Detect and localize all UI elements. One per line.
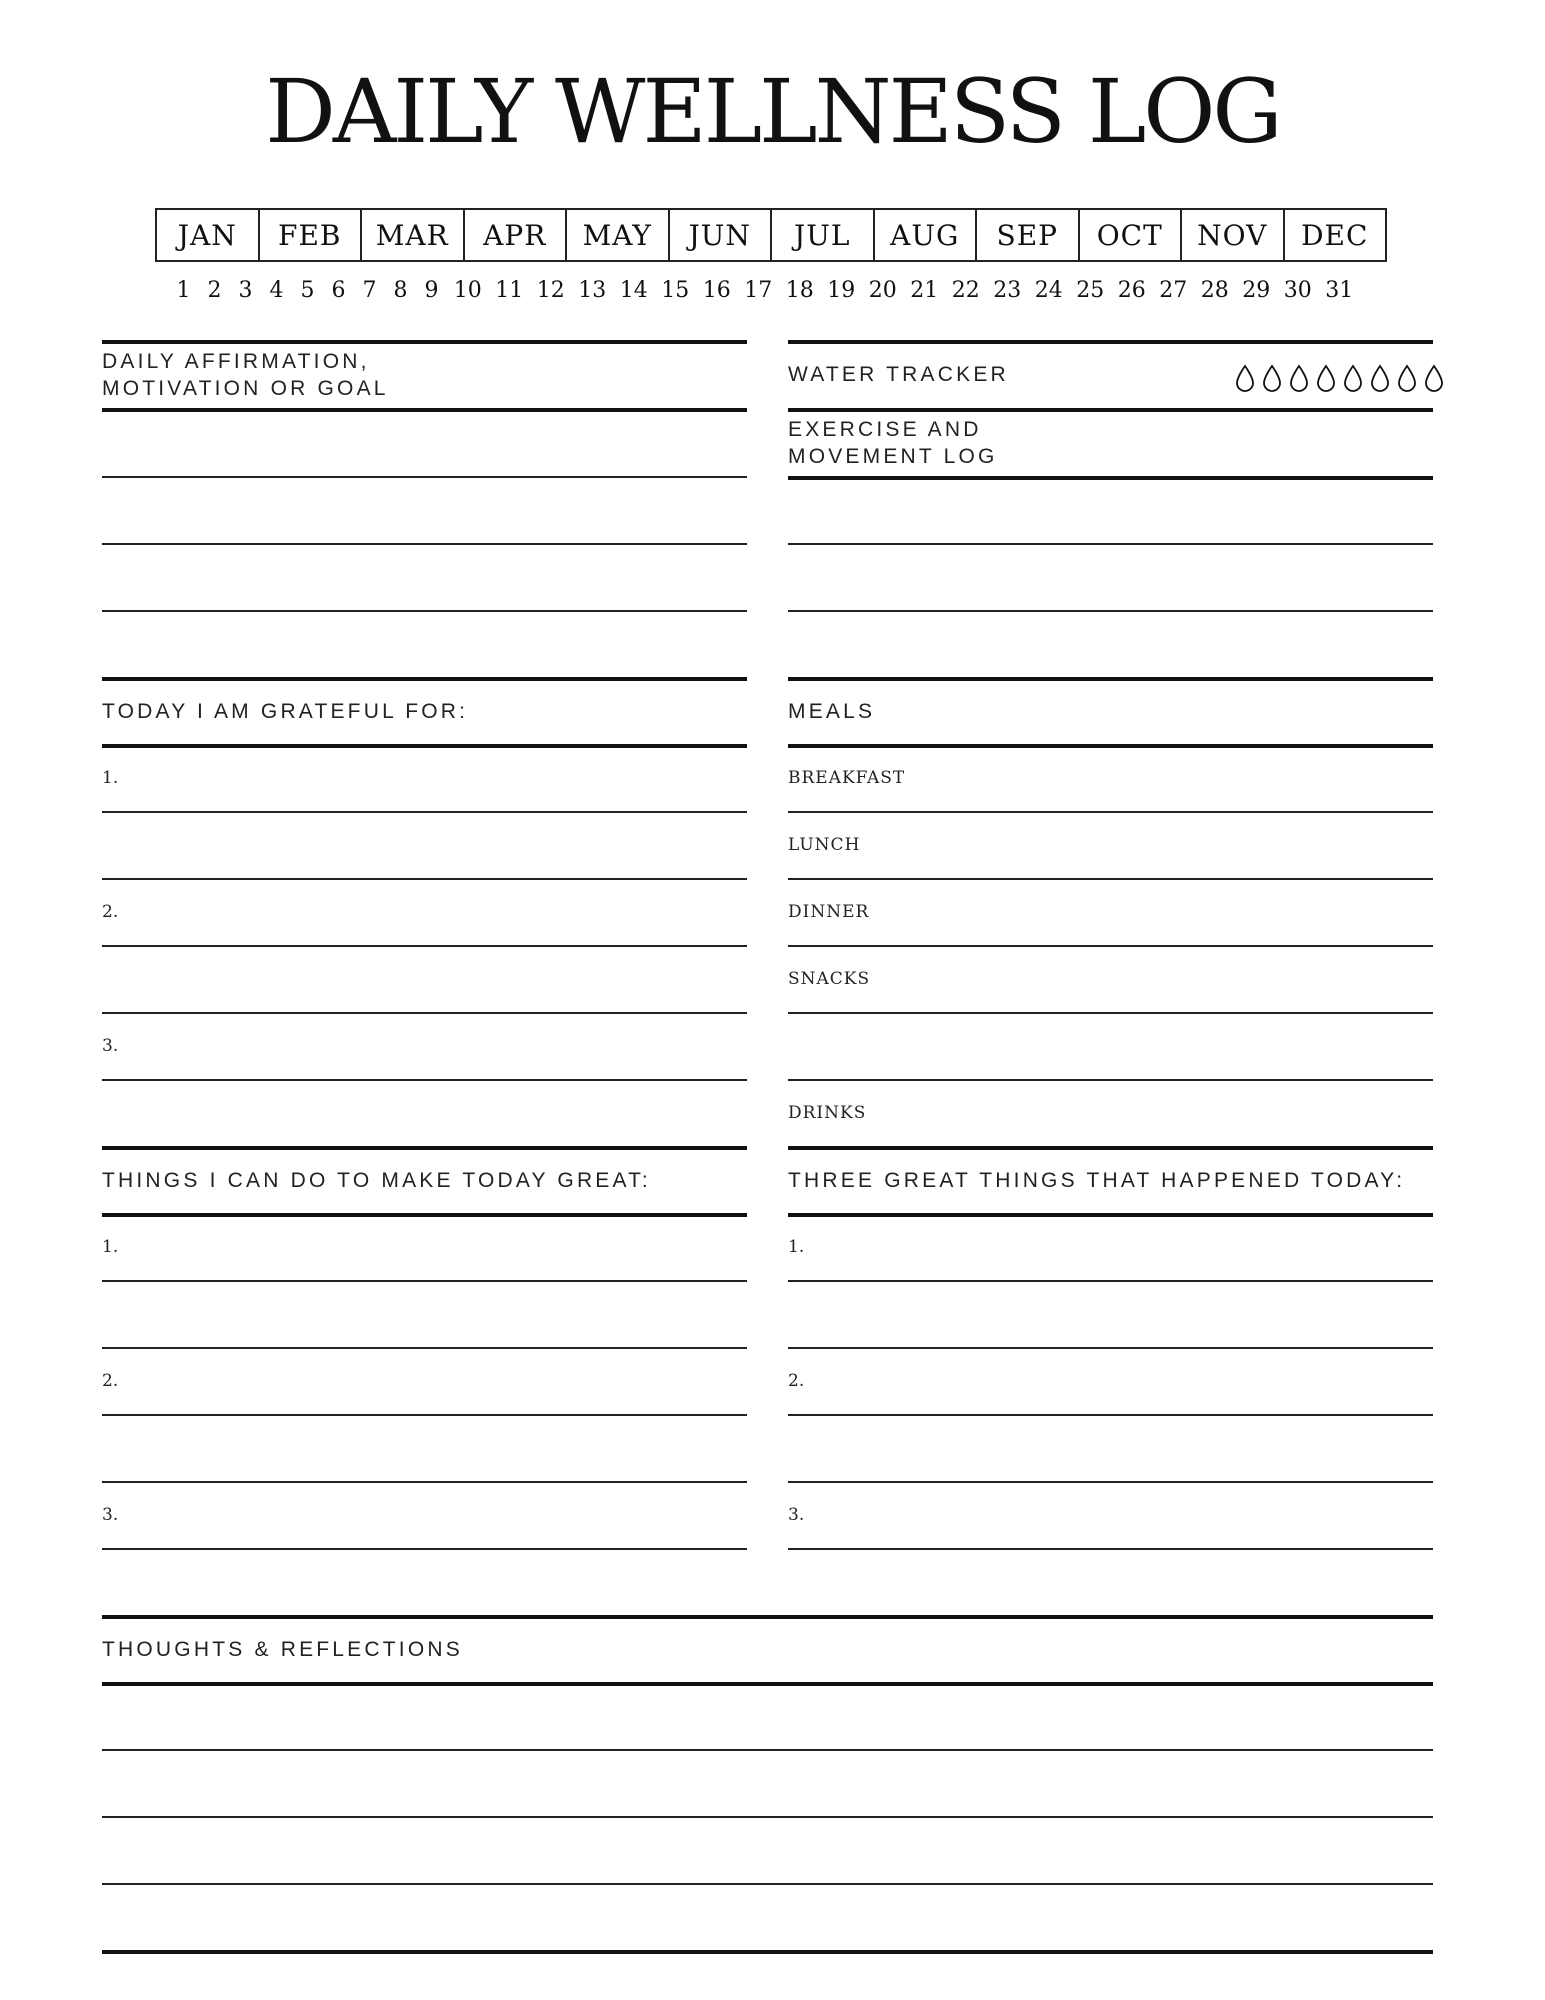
writing-line[interactable]: [788, 878, 1433, 880]
writing-line[interactable]: [102, 1414, 747, 1416]
day-20[interactable]: 20: [868, 278, 897, 303]
writing-line[interactable]: [788, 543, 1433, 545]
day-7[interactable]: 7: [362, 278, 377, 303]
writing-line[interactable]: [102, 610, 747, 612]
day-28[interactable]: 28: [1200, 278, 1229, 303]
day-12[interactable]: 12: [536, 278, 565, 303]
day-6[interactable]: 6: [331, 278, 346, 303]
water-drops: [1234, 364, 1445, 392]
day-5[interactable]: 5: [300, 278, 315, 303]
day-26[interactable]: 26: [1117, 278, 1146, 303]
month-dec[interactable]: DEC: [1283, 210, 1386, 260]
day-18[interactable]: 18: [785, 278, 814, 303]
divider: [102, 744, 747, 748]
day-1[interactable]: 1: [176, 278, 191, 303]
water-tracker-heading: WATER TRACKER: [788, 363, 1009, 386]
writing-line[interactable]: [102, 1749, 1433, 1751]
day-21[interactable]: 21: [910, 278, 939, 303]
divider: [102, 340, 747, 344]
water-drop-icon[interactable]: [1423, 364, 1445, 392]
affirmation-heading-line2: MOTIVATION OR GOAL: [102, 377, 389, 400]
grateful-item-1-number: 1.: [102, 768, 119, 788]
divider: [788, 408, 1433, 412]
writing-line[interactable]: [102, 1079, 747, 1081]
day-24[interactable]: 24: [1034, 278, 1063, 303]
water-drop-icon[interactable]: [1342, 364, 1364, 392]
affirmation-heading-line1: DAILY AFFIRMATION,: [102, 350, 370, 373]
drinks-label: DRINKS: [788, 1103, 867, 1123]
month-aug[interactable]: AUG: [873, 210, 976, 260]
month-mar[interactable]: MAR: [360, 210, 463, 260]
writing-line[interactable]: [102, 476, 747, 478]
month-oct[interactable]: OCT: [1078, 210, 1181, 260]
divider: [788, 677, 1433, 681]
month-jan[interactable]: JAN: [177, 218, 237, 252]
water-drop-icon[interactable]: [1288, 364, 1310, 392]
divider: [102, 1682, 1433, 1686]
day-19[interactable]: 19: [827, 278, 856, 303]
make-great-item-2-number: 2.: [102, 1371, 119, 1391]
make-great-item-1-number: 1.: [102, 1237, 119, 1257]
water-drop-icon[interactable]: [1369, 364, 1391, 392]
snacks-label: SNACKS: [788, 969, 871, 989]
affirmation-heading: [102, 348, 389, 402]
day-3[interactable]: 3: [238, 278, 253, 303]
writing-line[interactable]: [788, 1079, 1433, 1081]
water-drop-icon[interactable]: [1261, 364, 1283, 392]
writing-line[interactable]: [788, 945, 1433, 947]
month-apr[interactable]: APR: [463, 210, 566, 260]
writing-line[interactable]: [102, 1816, 1433, 1818]
writing-line[interactable]: [102, 1347, 747, 1349]
writing-line[interactable]: [788, 610, 1433, 612]
exercise-heading-line2: MOVEMENT LOG: [788, 445, 998, 468]
day-14[interactable]: 14: [619, 278, 648, 303]
writing-line[interactable]: [102, 1548, 747, 1550]
writing-line[interactable]: [102, 1481, 747, 1483]
water-drop-icon[interactable]: [1234, 364, 1256, 392]
writing-line[interactable]: [788, 1012, 1433, 1014]
grateful-item-3-number: 3.: [102, 1036, 119, 1056]
day-31[interactable]: 31: [1325, 278, 1354, 303]
day-9[interactable]: 9: [424, 278, 439, 303]
divider: [788, 340, 1433, 344]
writing-line[interactable]: [102, 878, 747, 880]
month-may[interactable]: MAY: [565, 210, 668, 260]
day-selector: [168, 278, 1388, 303]
day-25[interactable]: 25: [1076, 278, 1105, 303]
month-sep[interactable]: SEP: [975, 210, 1078, 260]
month-nov[interactable]: NOV: [1180, 210, 1283, 260]
writing-line[interactable]: [102, 1883, 1433, 1885]
writing-line[interactable]: [788, 1347, 1433, 1349]
breakfast-label: BREAKFAST: [788, 768, 906, 788]
exercise-heading-line1: EXERCISE AND: [788, 418, 982, 441]
day-13[interactable]: 13: [578, 278, 607, 303]
meals-heading: MEALS: [788, 700, 876, 723]
divider: [788, 1213, 1433, 1217]
day-22[interactable]: 22: [951, 278, 980, 303]
make-great-item-3-number: 3.: [102, 1505, 119, 1525]
day-11[interactable]: 11: [495, 278, 524, 303]
three-great-item-2-number: 2.: [788, 1371, 805, 1391]
day-2[interactable]: 2: [207, 278, 222, 303]
dinner-label: DINNER: [788, 902, 870, 922]
month-jul[interactable]: JUL: [770, 210, 873, 260]
divider: [102, 1950, 1433, 1954]
day-29[interactable]: 29: [1242, 278, 1271, 303]
writing-line[interactable]: [102, 1012, 747, 1014]
three-great-item-3-number: 3.: [788, 1505, 805, 1525]
grateful-item-2-number: 2.: [102, 902, 119, 922]
divider: [102, 677, 747, 681]
writing-line[interactable]: [788, 1280, 1433, 1282]
exercise-heading: [788, 416, 998, 470]
divider: [788, 1146, 1433, 1150]
day-15[interactable]: 15: [661, 278, 690, 303]
water-drop-icon[interactable]: [1396, 364, 1418, 392]
day-27[interactable]: 27: [1159, 278, 1188, 303]
writing-line[interactable]: [788, 811, 1433, 813]
writing-line[interactable]: [102, 811, 747, 813]
three-great-item-1-number: 1.: [788, 1237, 805, 1257]
page-title: DAILY WELLNESS LOG: [265, 60, 1280, 163]
day-4[interactable]: 4: [269, 278, 284, 303]
make-today-great-heading: THINGS I CAN DO TO MAKE TODAY GREAT:: [102, 1169, 651, 1192]
writing-line[interactable]: [788, 1481, 1433, 1483]
grateful-heading: TODAY I AM GRATEFUL FOR:: [102, 700, 469, 723]
divider: [788, 476, 1433, 480]
divider: [102, 1146, 747, 1150]
divider: [102, 1615, 1433, 1619]
day-8[interactable]: 8: [393, 278, 408, 303]
writing-line[interactable]: [102, 543, 747, 545]
thoughts-heading: THOUGHTS & REFLECTIONS: [102, 1638, 463, 1661]
divider: [102, 1213, 747, 1217]
month-feb[interactable]: FEB: [258, 210, 361, 260]
writing-line[interactable]: [102, 945, 747, 947]
month-selector: [155, 208, 1387, 262]
three-great-things-heading: THREE GREAT THINGS THAT HAPPENED TODAY:: [788, 1169, 1406, 1192]
day-30[interactable]: 30: [1283, 278, 1312, 303]
divider: [102, 408, 747, 412]
writing-line[interactable]: [788, 1414, 1433, 1416]
day-16[interactable]: 16: [702, 278, 731, 303]
lunch-label: LUNCH: [788, 835, 861, 855]
day-17[interactable]: 17: [744, 278, 773, 303]
day-10[interactable]: 10: [453, 278, 482, 303]
month-jun[interactable]: JUN: [668, 210, 771, 260]
day-23[interactable]: 23: [993, 278, 1022, 303]
water-drop-icon[interactable]: [1315, 364, 1337, 392]
divider: [788, 744, 1433, 748]
writing-line[interactable]: [102, 1280, 747, 1282]
writing-line[interactable]: [788, 1548, 1433, 1550]
